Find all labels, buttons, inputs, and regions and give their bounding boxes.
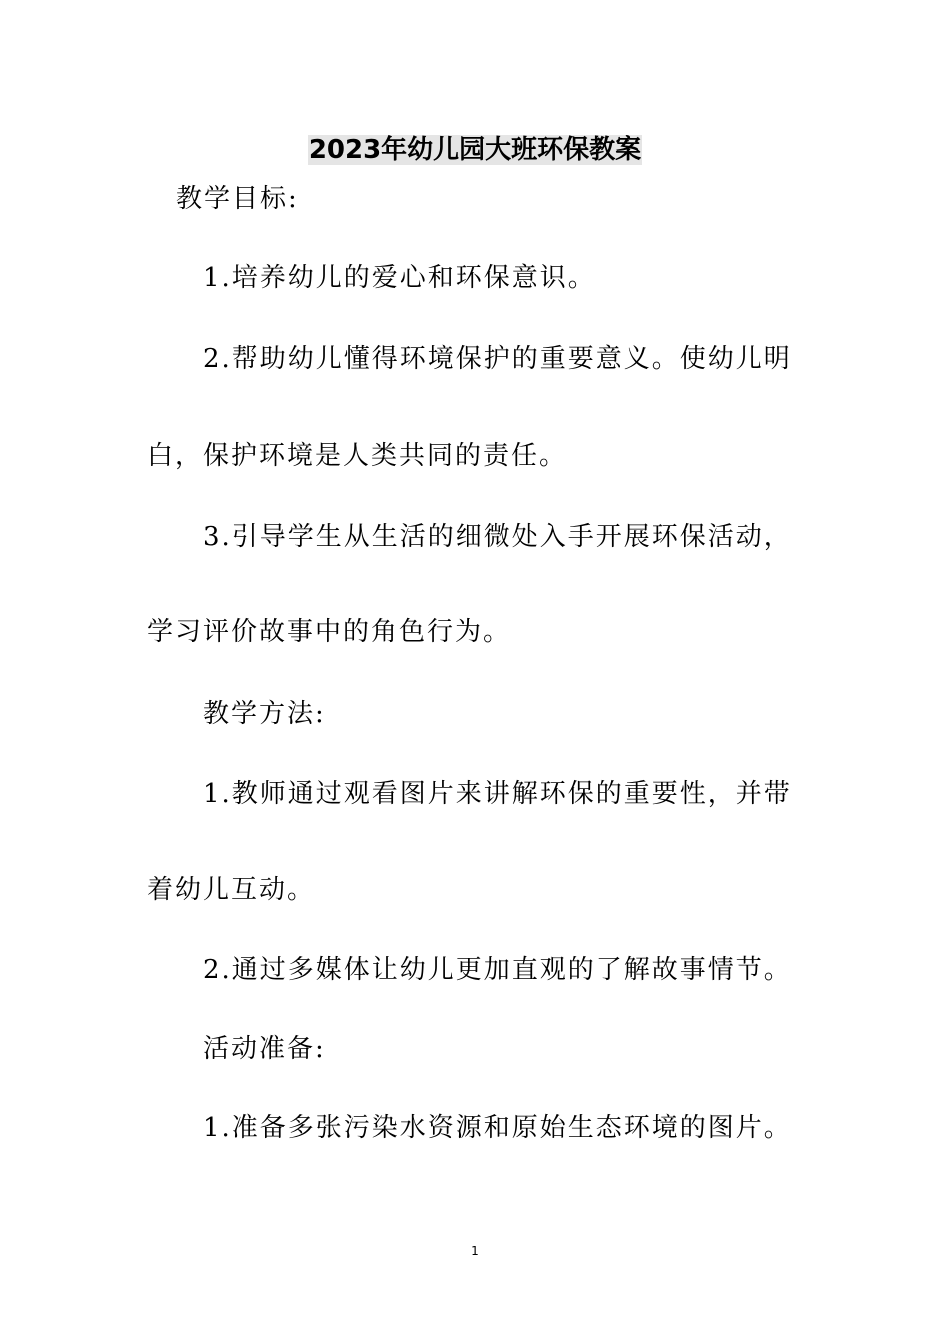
section-heading-teaching-goals: 教学目标: (176, 184, 299, 214)
paragraph-line: 1.准备多张污染水资源和原始生态环境的图片。 (203, 1113, 792, 1143)
paragraph-line: 着幼儿互动。 (147, 875, 316, 905)
section-heading-activity-preparation: 活动准备: (203, 1034, 326, 1064)
paragraph-line: 白，保护环境是人类共同的责任。 (147, 441, 568, 471)
document-title-text: 2023年幼儿园大班环保教案 (308, 135, 642, 165)
paragraph-line: 2.通过多媒体让幼儿更加直观的了解故事情节。 (203, 955, 792, 985)
paragraph-line: 1.教师通过观看图片来讲解环保的重要性，并带 (203, 779, 792, 809)
paragraph-line: 2.帮助幼儿懂得环境保护的重要意义。使幼儿明 (203, 344, 792, 374)
paragraph-line: 学习评价故事中的角色行为。 (147, 617, 512, 647)
paragraph-line: 1.培养幼儿的爱心和环保意识。 (203, 263, 596, 293)
page-number: 1 (471, 1244, 479, 1258)
paragraph-line: 3.引导学生从生活的细微处入手开展环保活动， (203, 522, 792, 552)
section-heading-teaching-methods: 教学方法: (203, 699, 326, 729)
document-title (0, 131, 950, 169)
